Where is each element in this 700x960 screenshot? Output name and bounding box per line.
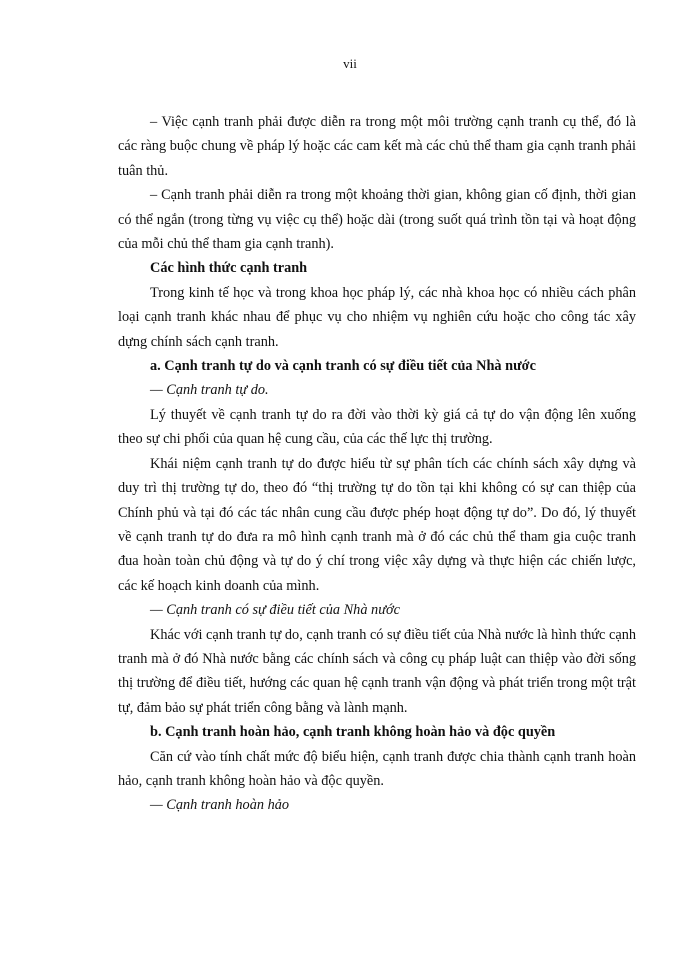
page-body xyxy=(118,110,636,818)
subheading-perfect-competition: — Cạnh tranh hoàn hảo xyxy=(150,797,290,814)
section-heading-a: a. Cạnh tranh tự do và cạnh tranh có sự điều tiết của Nhà nước xyxy=(150,358,536,375)
paragraph-7: Căn cứ vào tính chất mức độ biểu hiện, cạnh tranh được chia thành cạnh tranh hoàn hảo, cạnh tranh không hoàn hảo và độc quyền. xyxy=(118,748,636,789)
paragraph-5: Khái niệm cạnh tranh tự do được hiểu từ sự phân tích các chính sách xây dựng và duy trì thị trường tự do, theo đó “thị trường tự do tồn tại khi không có sự can thiệp của Chính phủ và tại đó các tác nhân cung cầu được phép hoạt động tự do”. Do đó, lý thuyết về cạnh tranh tự do đưa ra mô hình cạnh tranh mà ở đó các chủ thể tham gia cuộc tranh đua hoàn toàn chủ động và tự do ý chí trong việc xây dựng và thực hiện các chiến lược, các kế hoạch kinh doanh của mình. xyxy=(118,455,636,594)
paragraph-4: Lý thuyết về cạnh tranh tự do ra đời vào thời kỳ giá cả tự do vận động lên xuống theo sự chi phối của quan hệ cung cầu, của các thế lực thị trường. xyxy=(118,406,636,448)
subheading-free-competition: — Cạnh tranh tự do. xyxy=(150,382,269,399)
page-number: vii xyxy=(343,56,357,71)
paragraph-3: Trong kinh tế học và trong khoa học pháp lý, các nhà khoa học có nhiều cách phân loại cạnh tranh khác nhau để phục vụ cho nhiệm vụ nghiên cứu hoặc cho công tác xây dựng chính sách cạnh tranh. xyxy=(118,284,636,350)
section-heading-b: b. Cạnh tranh hoàn hảo, cạnh tranh không hoàn hảo và độc quyền xyxy=(150,724,556,741)
paragraph-6: Khác với cạnh tranh tự do, cạnh tranh có sự điều tiết của Nhà nước là hình thức cạnh tranh mà ở đó Nhà nước bằng các chính sách và công cụ pháp luật can thiệp vào đời sống thị trường để điều tiết, hướng các quan hệ cạnh tranh vận động và phát triển trong một trật tự, đảm bảo sự phát triển công bằng và lành mạnh. xyxy=(118,626,636,716)
section-heading-forms: Các hình thức cạnh tranh xyxy=(150,260,308,277)
paragraph-1: – Việc cạnh tranh phải được diễn ra trong một môi trường cạnh tranh cụ thể, đó là các ràng buộc chung về pháp lý hoặc các cam kết mà các chủ thể tham gia cạnh tranh phải tuân thủ. xyxy=(118,114,636,179)
subheading-regulated-competition: — Cạnh tranh có sự điều tiết của Nhà nước xyxy=(150,602,400,619)
paragraph-2: – Cạnh tranh phải diễn ra trong một khoảng thời gian, không gian cố định, thời gian có thể ngắn (trong từng vụ việc cụ thể) hoặc dài (trong suốt quá trình tồn tại và hoạt động của mỗi chủ thể tham gia cạnh tranh). xyxy=(118,187,636,253)
